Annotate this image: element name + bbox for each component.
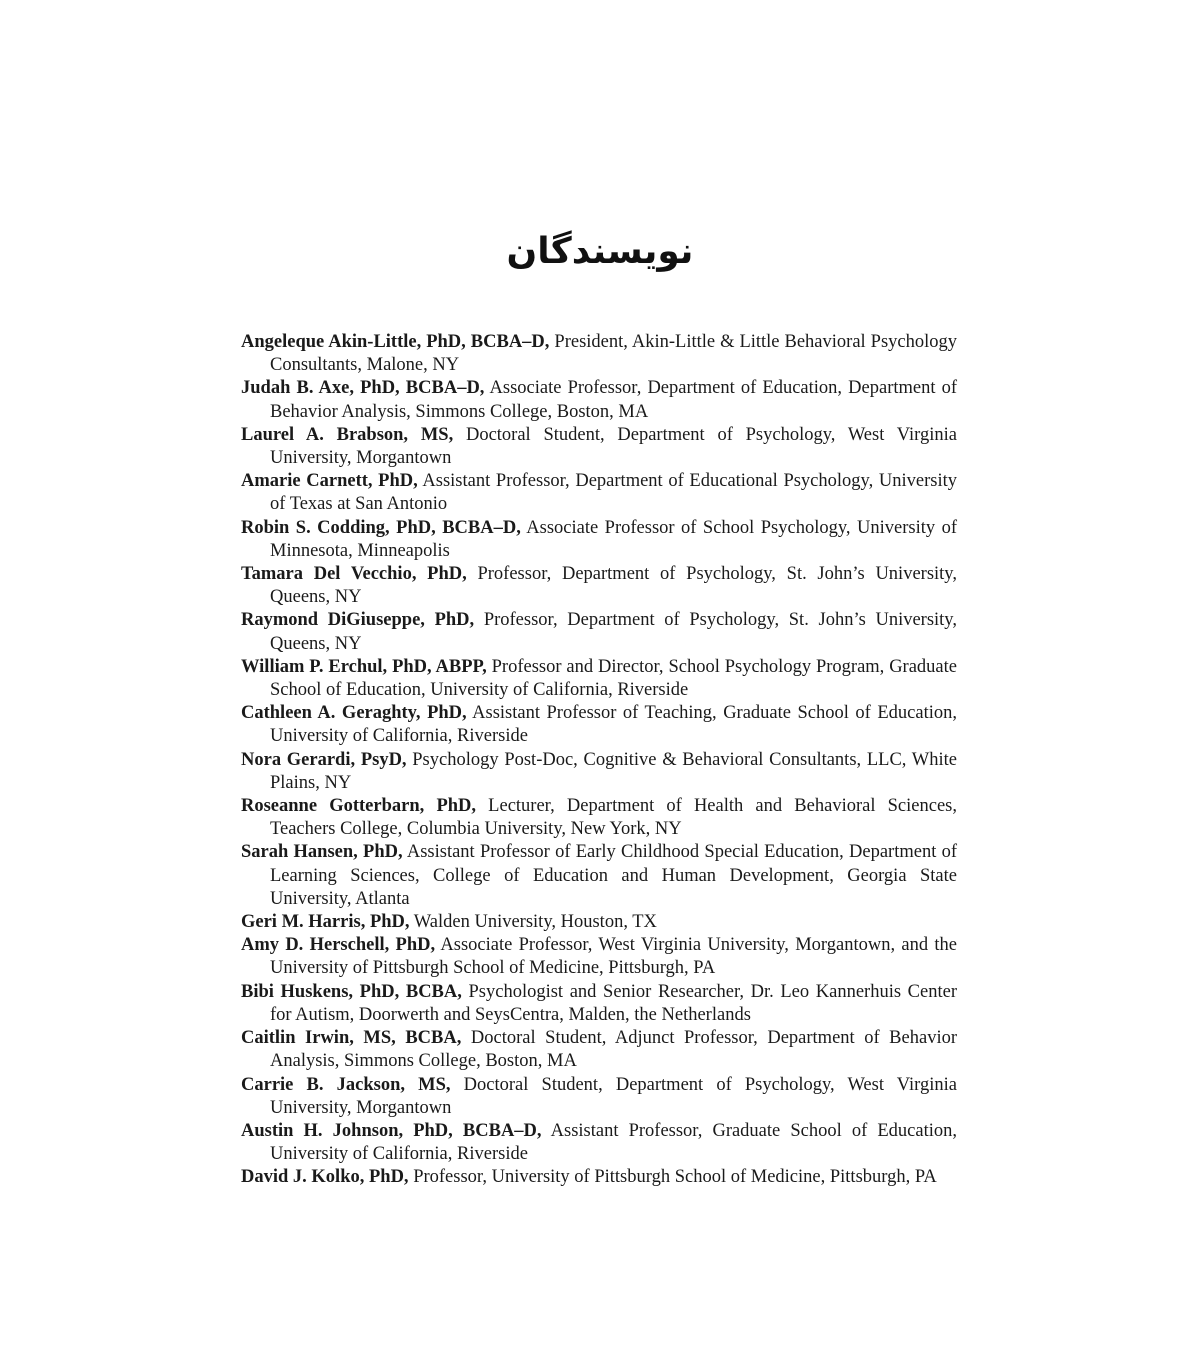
- contributor-entry: [241, 1027, 957, 1073]
- contributor-affiliation: Professor, Department of Psychology, St. John’s University, Queens, NY: [270, 610, 957, 654]
- contributor-entry: [241, 470, 957, 516]
- contributor-name: Bibi Huskens, PhD, BCBA,: [241, 981, 462, 1002]
- contributor-entry: [241, 934, 957, 980]
- contributor-name: Amarie Carnett, PhD,: [241, 471, 418, 492]
- contributor-entry: [241, 1120, 957, 1166]
- contributor-name: Caitlin Irwin, MS, BCBA,: [241, 1028, 462, 1049]
- contributor-entry: [241, 377, 957, 423]
- contributor-affiliation: Assistant Professor, Graduate School of Education, University of California, Riverside: [270, 1120, 957, 1165]
- contributor-name: William P. Erchul, PhD, ABPP,: [241, 656, 487, 677]
- contributor-entry: [241, 656, 957, 702]
- contributor-affiliation: Walden University, Houston, TX: [409, 912, 657, 933]
- contributor-entry: [241, 749, 957, 795]
- contributor-name: Sarah Hansen, PhD,: [241, 842, 403, 863]
- contributor-affiliation: Professor, Department of Psychology, St. John’s University, Queens, NY: [270, 564, 957, 608]
- contributor-affiliation: Professor, University of Pittsburgh School of Medicine, Pittsburgh, PA: [408, 1167, 937, 1188]
- contributor-name: Geri M. Harris, PhD,: [241, 912, 410, 933]
- contributor-name: Judah B. Axe, PhD, BCBA–D,: [241, 378, 485, 399]
- contributor-entry: [241, 1166, 957, 1189]
- contributor-name: Amy D. Herschell, PhD,: [241, 935, 436, 956]
- contributor-affiliation: Assistant Professor, Department of Educational Psychology, University of Texas at San Antonio: [270, 471, 957, 515]
- contributor-affiliation: Psychology Post-Doc, Cognitive & Behavioral Consultants, LLC, White Plains, NY: [270, 749, 958, 793]
- contributor-name: Angeleque Akin-Little, PhD, BCBA–D,: [241, 332, 550, 352]
- contributor-entry: [241, 563, 957, 609]
- contributor-affiliation: Associate Professor, Department of Education, Department of Behavior Analysis, Simmons College, Boston, MA: [270, 378, 958, 422]
- contributor-name: Austin H. Johnson, PhD, BCBA–D,: [241, 1120, 542, 1141]
- contributor-name: David J. Kolko, PhD,: [241, 1167, 409, 1188]
- contributor-affiliation: Associate Professor, West Virginia University, Morgantown, and the University of Pittsburgh School of Medicine, Pittsburgh, PA: [270, 935, 957, 979]
- contributor-name: Robin S. Codding, PhD, BCBA–D,: [241, 517, 521, 538]
- contributor-name: Roseanne Gotterbarn, PhD,: [241, 796, 477, 817]
- contributor-list: [241, 331, 957, 1190]
- contributor-entry: [241, 609, 957, 655]
- contributor-entry: [241, 795, 957, 841]
- contributor-entry: [241, 911, 957, 934]
- contributor-name: Laurel A. Brabson, MS,: [241, 424, 454, 445]
- contributor-entry: [241, 517, 957, 563]
- contributor-entry: [241, 981, 957, 1027]
- contributor-affiliation: Doctoral Student, Department of Psychology, West Virginia University, Morgantown: [270, 424, 957, 469]
- contributor-name: Nora Gerardi, PsyD,: [241, 749, 407, 770]
- contributor-entry: [241, 331, 957, 377]
- contributor-affiliation: Professor and Director, School Psychology Program, Graduate School of Education, University of California, Riverside: [270, 656, 957, 701]
- contributor-affiliation: President, Akin-Little & Little Behavioral Psychology Consultants, Malone, NY: [270, 332, 958, 376]
- contributor-name: Raymond DiGiuseppe, PhD,: [241, 610, 475, 631]
- contributor-affiliation: Assistant Professor of Teaching, Graduate School of Education, University of California, Riverside: [270, 703, 957, 747]
- contributor-name: Tamara Del Vecchio, PhD,: [241, 564, 467, 585]
- contributor-affiliation: Psychologist and Senior Researcher, Dr. Leo Kannerhuis Center for Autism, Doorwerth and SeysCentra, Malden, the Netherlands: [270, 981, 957, 1025]
- contributor-entry: [241, 702, 957, 748]
- contributor-name: Cathleen A. Geraghty, PhD,: [241, 703, 467, 724]
- contributor-entry: [241, 424, 957, 470]
- contributor-affiliation: Associate Professor of School Psychology, University of Minnesota, Minneapolis: [270, 517, 957, 561]
- contributor-affiliation: Assistant Professor of Early Childhood Special Education, Department of Learning Sciences, College of Education and Human Development, Georgia State University, Atlanta: [270, 842, 957, 909]
- contributor-affiliation: Doctoral Student, Department of Psychology, West Virginia University, Morgantown: [270, 1074, 957, 1118]
- contributor-affiliation: Doctoral Student, Adjunct Professor, Department of Behavior Analysis, Simmons College, Boston, MA: [270, 1028, 957, 1072]
- contributor-entry: [241, 1074, 957, 1120]
- contributor-affiliation: Lecturer, Department of Health and Behavioral Sciences, Teachers College, Columbia University, New York, NY: [270, 796, 957, 840]
- contributor-entry: [241, 841, 957, 911]
- contributor-name: Carrie B. Jackson, MS,: [241, 1074, 451, 1095]
- page-title: نویسندگان: [506, 231, 694, 272]
